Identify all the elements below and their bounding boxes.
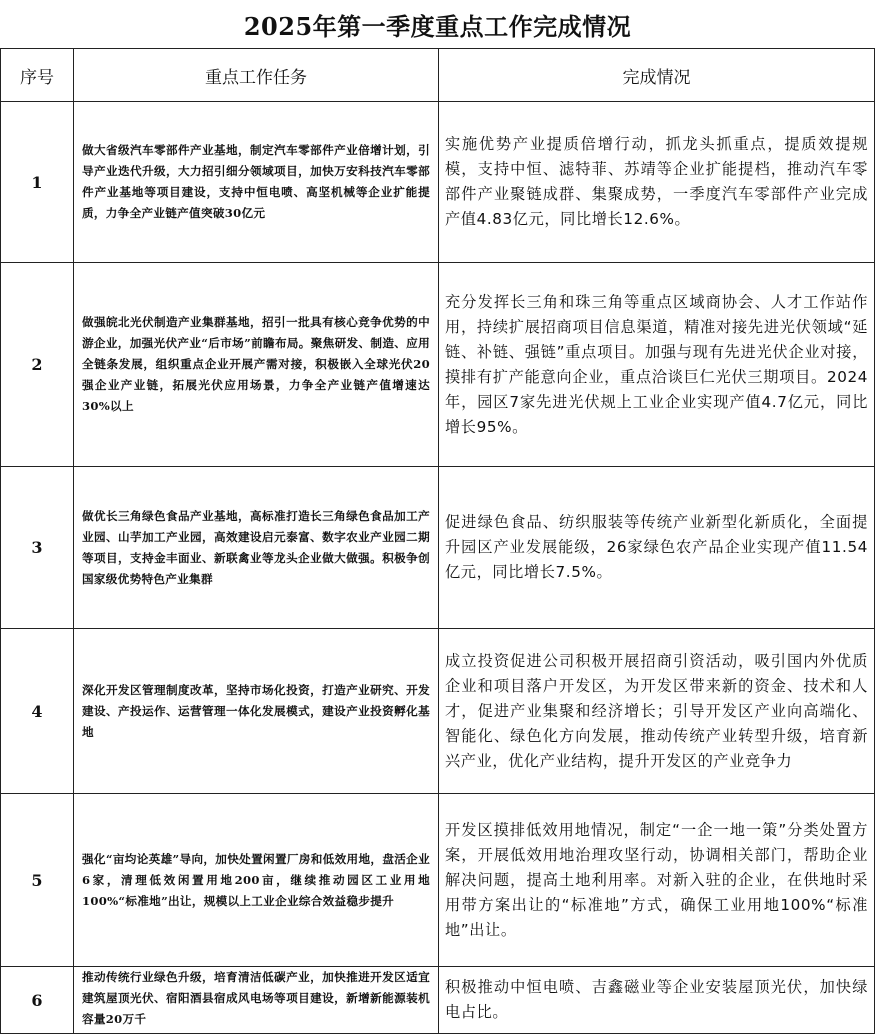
row-task-cell (74, 967, 439, 1034)
row-task: 深化开发区管理制度改革，坚持市场化投资，打造产业研究、开发建设、产投运作、运营管理一体化发展模式，建设产业投资孵化基地 (74, 629, 439, 794)
row-status: 开发区摸排低效用地情况，制定“一企一地一策”分类处置方案，开展低效用地治理攻坚行动，协调相关部门，帮助企业解决问题，提高土地利用率。对新入驻的企业，在供地时采用带方案出让的“标准地”方式，确保工业用地100%“标准地”出让。 (439, 794, 875, 967)
header-num: 序号 (1, 49, 74, 102)
row-status: 成立投资促进公司积极开展招商引资活动，吸引国内外优质企业和项目落户开发区，为开发区带来新的资金、技术和人才，促进产业集聚和经济增长；引导开发区产业向高端化、智能化、绿色化方向发展，推动传统产业转型升级，培育新兴产业，优化产业结构，提升开发区的产业竞争力 (439, 629, 875, 794)
row-number: 6 (1, 967, 74, 1034)
work-table (0, 48, 875, 1034)
table-row (1, 263, 875, 467)
table-row (1, 794, 875, 967)
row-number: 5 (1, 794, 74, 967)
row-task: 强化“亩均论英雄”导向，加快处置闲置厂房和低效用地，盘活企业6家，清理低效闲置用地200亩，继续推动园区工业用地100%“标准地”出让，规模以上工业企业综合效益稳步提升 (74, 794, 439, 967)
row-task: 做强皖北光伏制造产业集群基地，招引一批具有核心竞争优势的中游企业，加强光伏产业“后市场”前瞻布局。聚焦研发、制造、应用全链条发展，组织重点企业开展产需对接，积极嵌入全球光伏20强企业产业链，拓展光伏应用场景，力争全产业链产值增速达30%以上 (74, 263, 439, 467)
row-status: 充分发挥长三角和珠三角等重点区域商协会、人才工作站作用，持续扩展招商项目信息渠道，精准对接先进光伏领域“延链、补链、强链”重点项目。加强与现有先进光伏企业对接，摸排有扩产能意向企业，重点洽谈巨仁光伏三期项目。2024年，园区7家先进光伏规上工业企业实现产值4.7亿元，同比增长95%。 (439, 263, 875, 467)
table-row (1, 967, 875, 1034)
row-status: 促进绿色食品、纺织服装等传统产业新型化新质化，全面提升园区产业发展能级，26家绿色农产品企业实现产值11.54亿元，同比增长7.5%。 (439, 467, 875, 629)
row-number: 1 (1, 102, 74, 263)
row-task: 推动传统行业绿色升级，培育清洁低碳产业，加快推进开发区适宜建筑屋顶光伏、宿阳酒县宿成风电场等项目建设，新增新能源装机容量20万千 (82, 970, 430, 1026)
header-status: 完成情况 (439, 49, 875, 102)
row-number: 4 (1, 629, 74, 794)
row-number: 3 (1, 467, 74, 629)
table-header-row (1, 49, 875, 102)
table-row (1, 629, 875, 794)
table-row (1, 102, 875, 263)
page-title: 2025年第一季度重点工作完成情况 (243, 11, 632, 41)
row-task: 做优长三角绿色食品产业基地，高标准打造长三角绿色食品加工产业园、山芋加工产业园，高效建设启元泰富、数字农业产业园二期等项目，支持金丰面业、新联禽业等龙头企业做大做强。积极争创国家级优势特色产业集群 (74, 467, 439, 629)
row-task: 做大省级汽车零部件产业基地，制定汽车零部件产业倍增计划，引导产业迭代升级，大力招引细分领域项目，加快万安科技汽车零部件产业基地等项目建设，支持中恒电喷、高坚机械等企业扩能提质，力争全产业链产值突破30亿元 (74, 102, 439, 263)
row-number: 2 (1, 263, 74, 467)
table-row (1, 467, 875, 629)
row-status: 实施优势产业提质倍增行动，抓龙头抓重点，提质效提规模，支持中恒、滤特菲、苏靖等企业扩能提档，推动汽车零部件产业聚链成群、集聚成势，一季度汽车零部件产业完成产值4.83亿元，同比增长12.6%。 (439, 102, 875, 263)
header-task: 重点工作任务 (74, 49, 439, 102)
row-status: 积极推动中恒电喷、吉鑫磁业等企业安装屋顶光伏，加快绿电占比。 (439, 967, 875, 1034)
